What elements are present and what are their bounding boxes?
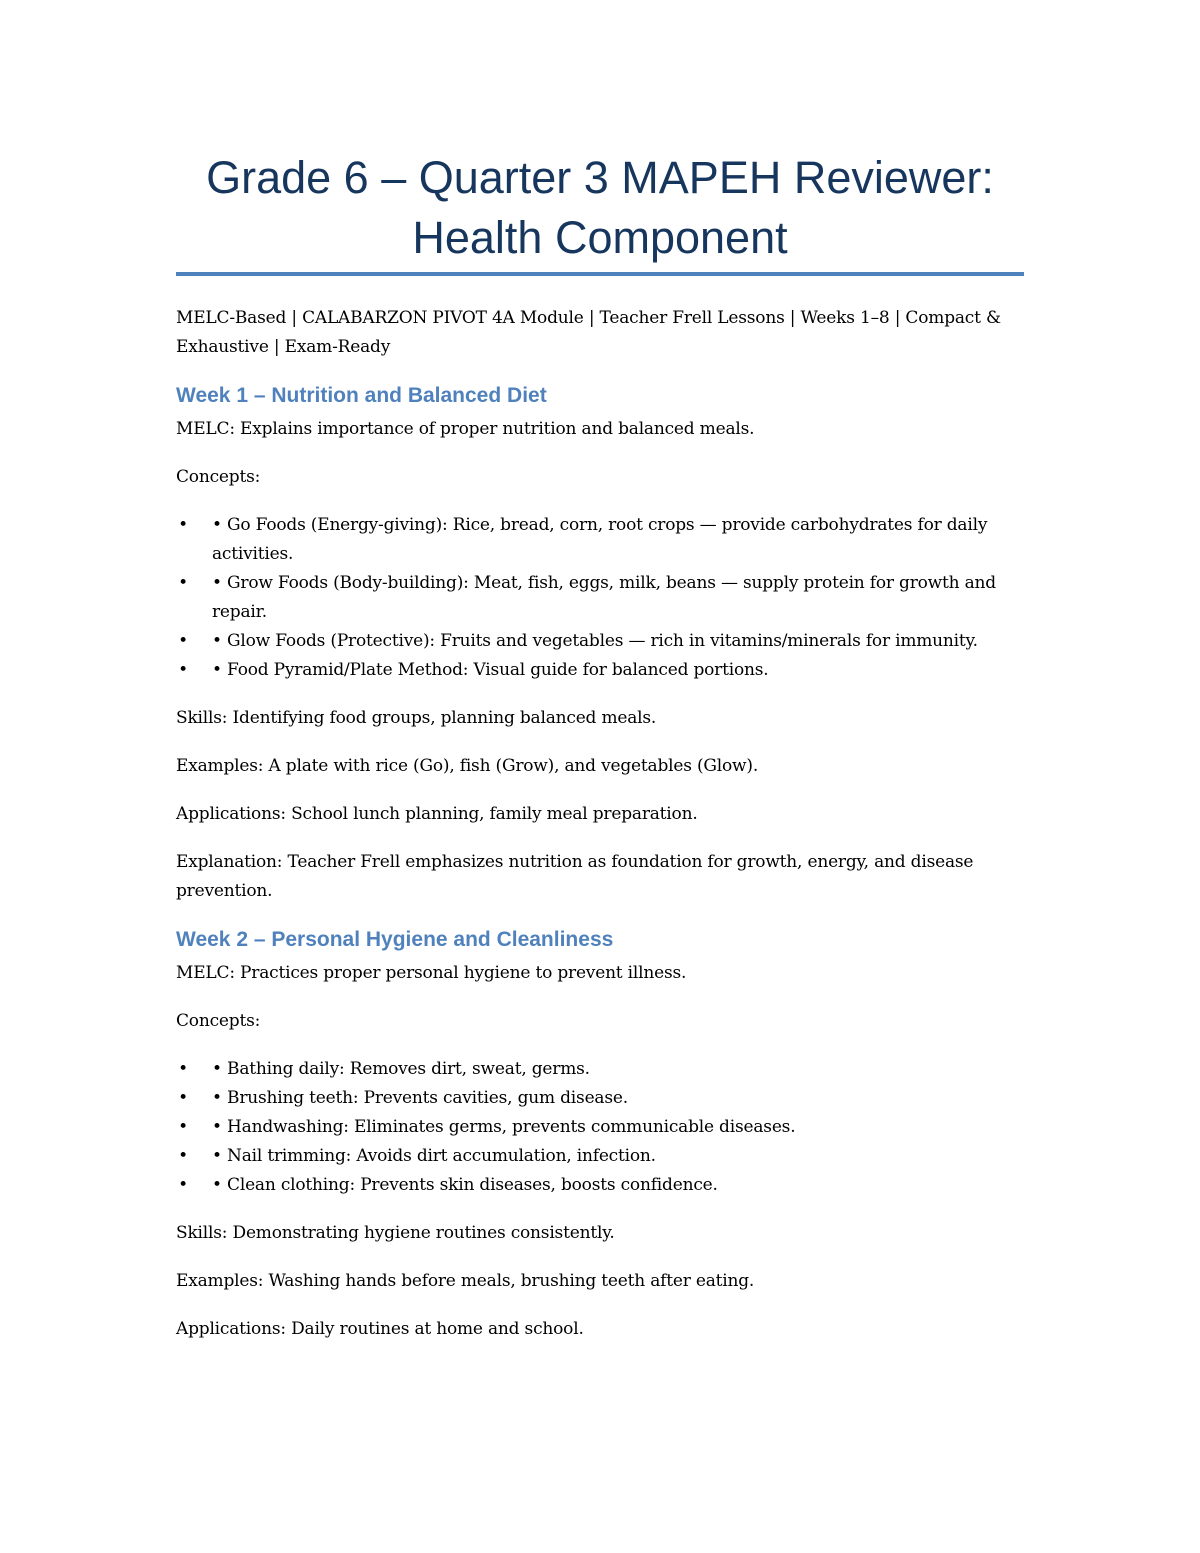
bullet-icon: • (178, 660, 188, 680)
week-2-heading: Week 2 – Personal Hygiene and Cleanliness (176, 928, 614, 951)
week-2-concepts-list (176, 1055, 1024, 1200)
bullet-icon: • (178, 1117, 188, 1137)
week-1-applications: Applications: School lunch planning, family meal preparation. (176, 804, 698, 824)
bullet-icon: • (178, 1088, 188, 1108)
bullet-icon: • (178, 631, 188, 651)
bullet-icon: • (178, 573, 188, 593)
list-item: • • Bathing daily: Removes dirt, sweat, germs. (176, 1055, 1024, 1084)
title-line-1: Grade 6 – Quarter 3 MAPEH Reviewer: (206, 152, 994, 203)
document-title (176, 148, 1024, 268)
week-1-section (176, 381, 1024, 906)
week-2-skills: Skills: Demonstrating hygiene routines consistently. (176, 1223, 615, 1243)
bullet-icon: • (178, 1059, 188, 1079)
week-2-applications: Applications: Daily routines at home and school. (176, 1319, 584, 1339)
document-body (176, 304, 1024, 1363)
week-1-heading: Week 1 – Nutrition and Balanced Diet (176, 384, 547, 407)
week-1-explanation: Explanation: Teacher Frell emphasizes nutrition as foundation for growth, energy, and disease prevention. (176, 852, 974, 901)
week-1-examples: Examples: A plate with rice (Go), fish (Grow), and vegetables (Glow). (176, 756, 759, 776)
list-item: • • Clean clothing: Prevents skin diseases, boosts confidence. (176, 1171, 1024, 1200)
list-item: • • Glow Foods (Protective): Fruits and vegetables — rich in vitamins/minerals for immunity. (176, 627, 1024, 656)
subtitle: MELC-Based | CALABARZON PIVOT 4A Module | Teacher Frell Lessons | Weeks 1–8 | Compact & Exhaustive | Exam-Ready (176, 308, 1001, 357)
bullet-icon: • (178, 1175, 188, 1195)
week-2-melc: MELC: Practices proper personal hygiene to prevent illness. (176, 963, 687, 983)
week-1-concepts-label: Concepts: (176, 467, 261, 487)
title-line-2: Health Component (412, 212, 788, 263)
week-1-concepts-list (176, 511, 1024, 685)
week-2-concepts-label: Concepts: (176, 1011, 261, 1031)
week-2-section (176, 925, 1024, 1344)
list-item: • • Grow Foods (Body-building): Meat, fish, eggs, milk, beans — supply protein for growth and repair. (176, 569, 1024, 627)
bullet-icon: • (178, 1146, 188, 1166)
list-item: • • Brushing teeth: Prevents cavities, gum disease. (176, 1084, 1024, 1113)
list-item: • • Handwashing: Eliminates germs, prevents communicable diseases. (176, 1113, 1024, 1142)
bullet-icon: • (178, 515, 188, 535)
week-2-examples: Examples: Washing hands before meals, brushing teeth after eating. (176, 1271, 755, 1291)
list-item: • • Go Foods (Energy-giving): Rice, bread, corn, root crops — provide carbohydrates for daily activities. (176, 511, 1024, 569)
list-item: • • Nail trimming: Avoids dirt accumulation, infection. (176, 1142, 1024, 1171)
week-1-skills: Skills: Identifying food groups, planning balanced meals. (176, 708, 657, 728)
title-underline (176, 272, 1024, 276)
list-item: • • Food Pyramid/Plate Method: Visual guide for balanced portions. (176, 656, 1024, 685)
week-1-melc: MELC: Explains importance of proper nutrition and balanced meals. (176, 419, 755, 439)
